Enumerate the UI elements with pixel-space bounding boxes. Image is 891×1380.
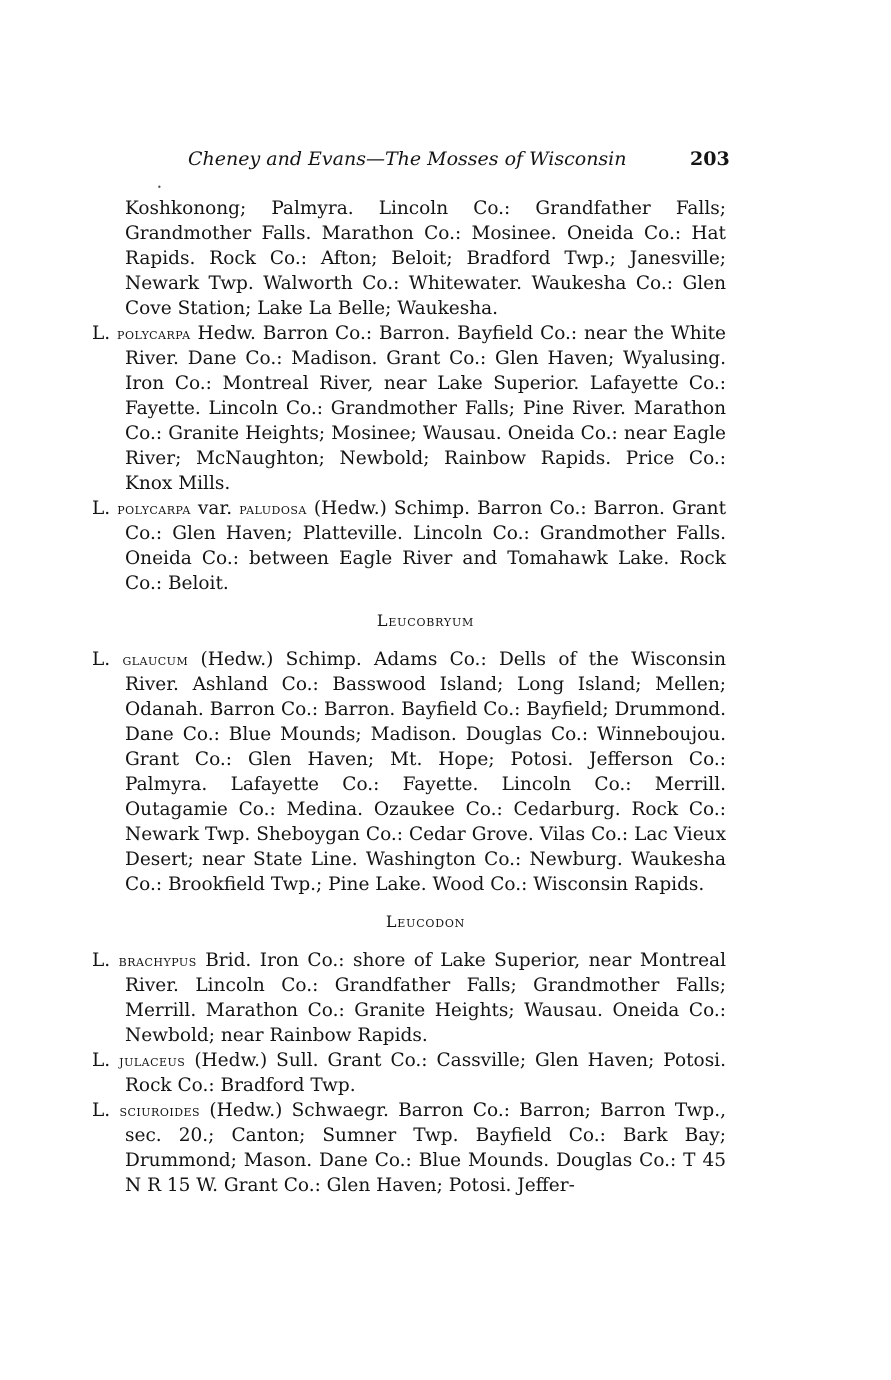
species-name: julaceus	[119, 1051, 186, 1070]
body-text	[92, 196, 726, 1198]
genus-abbrev: L.	[92, 1100, 111, 1121]
genus-abbrev: L.	[92, 1050, 111, 1071]
entry-text: (Hedw.) Schimp. Barron Co.: Barron. Grant Co.: Glen Haven; Platteville. Lincoln Co.: Grandmother Falls. Oneida Co.: between Eagle River and Tomahawk Lake. Rock Co.: Beloit.	[125, 498, 727, 594]
entry-text: Hedw. Barron Co.: Barron. Bayfield Co.: near the White River. Dane Co.: Madison. Grant Co.: Glen Haven; Wyalusing. Iron Co.: Montreal River, near Lake Superior. Lafayette Co.: Fayette. Lincoln Co.: Grandmother Falls; Pine River. Marathon Co.: Granite Heights; Mosinee; Wausau. Oneida Co.: near Eagle River; McNaughton; Newbold; Rainbow Rapids. Price Co.: Knox Mills.	[125, 323, 726, 494]
entry-text: Brid. Iron Co.: shore of Lake Superior, near Montreal River. Lincoln Co.: Grandfather Falls; Grandmother Falls; Merrill. Marathon Co.: Granite Heights; Wausau. Oneida Co.: Newbold; near Rainbow Rapids.	[125, 950, 726, 1046]
running-head-title: Cheney and Evans—The Mosses of Wisconsin	[188, 148, 627, 170]
page-number: 203	[690, 148, 730, 170]
continued-paragraph: Koshkonong; Palmyra. Lincoln Co.: Grandfather Falls; Grandmother Falls. Marathon Co.: Mosinee. Oneida Co.: Hat Rapids. Rock Co.: Afton; Beloit; Bradford Twp.; Janesville; Newark Twp. Walworth Co.: Whitewater. Waukesha Co.: Glen Cove Station; Lake La Belle; Waukesha.	[125, 198, 726, 319]
species-entry	[92, 321, 726, 496]
species-entry	[92, 1098, 726, 1198]
genus-heading: Leucodon	[385, 912, 466, 931]
entry-text: (Hedw.) Schwaegr. Barron Co.: Barron; Barron Twp., sec. 20.; Canton; Sumner Twp. Bayfield Co.: Bark Bay; Drummond; Mason. Dane Co.: Blue Mounds. Douglas Co.: T 45 N R 15 W. Grant Co.: Glen Haven; Potosi. Jeffer-	[125, 1100, 726, 1196]
species-entry	[92, 948, 726, 1048]
variety-name: paludosa	[239, 499, 307, 518]
species-name: polycarpa	[117, 324, 191, 343]
species-name: polycarpa	[117, 499, 191, 518]
print-speck: •	[157, 183, 162, 192]
species-entry	[92, 496, 726, 596]
genus-abbrev: L.	[92, 323, 111, 344]
entry-text: (Hedw.) Schimp. Adams Co.: Dells of the Wisconsin River. Ashland Co.: Basswood Island; Long Island; Mellen; Odanah. Barron Co.: Barron. Bayfield Co.: Bayfield; Drummond. Dane Co.: Blue Mounds; Madison. Douglas Co.: Winneboujou. Grant Co.: Glen Haven; Mt. Hope; Potosi. Jefferson Co.: Palmyra. Lafayette Co.: Fayette. Lincoln Co.: Merrill. Outagamie Co.: Medina. Ozaukee Co.: Cedarburg. Rock Co.: Newark Twp. Sheboygan Co.: Cedar Grove. Vilas Co.: Lac Vieux Desert; near State Line. Washington Co.: Newburg. Waukesha Co.: Brookfield Twp.; Pine Lake. Wood Co.: Wisconsin Rapids.	[125, 649, 726, 895]
species-entry	[92, 647, 726, 897]
running-head	[0, 148, 891, 178]
species-entry	[92, 1048, 726, 1098]
variety-marker: var.	[190, 498, 240, 519]
genus-heading: Leucobryum	[376, 611, 475, 630]
genus-abbrev: L.	[92, 649, 111, 670]
genus-abbrev: L.	[92, 950, 111, 971]
genus-abbrev: L.	[92, 498, 111, 519]
species-name: brachypus	[118, 951, 197, 970]
species-name: sciuroides	[119, 1101, 201, 1120]
species-name: glaucum	[122, 650, 189, 669]
entry-text: (Hedw.) Sull. Grant Co.: Cassville; Glen Haven; Potosi. Rock Co.: Bradford Twp.	[125, 1050, 726, 1096]
